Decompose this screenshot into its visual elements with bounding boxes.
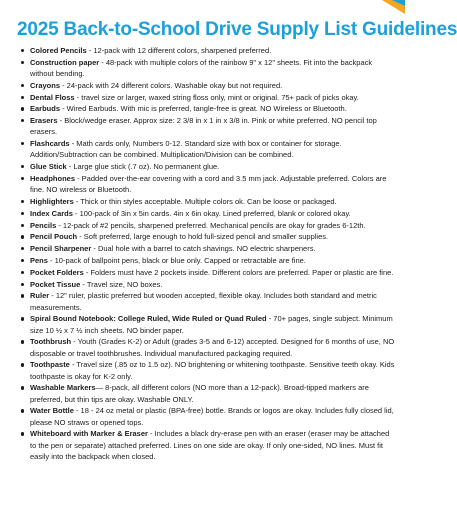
item-name: Earbuds (30, 104, 61, 114)
list-item (30, 196, 396, 207)
list-item (30, 103, 396, 114)
list-item (30, 279, 396, 290)
item-description: - 18 - 24 oz metal or plastic (BPA-free) bottle. Brands or logos are okay. Includes fully closed lid, please NO straws or opened tops. (30, 406, 394, 427)
list-item (30, 161, 396, 172)
item-name: Index Cards (30, 208, 73, 218)
list-item (30, 243, 396, 254)
bullet-icon (21, 259, 24, 262)
item-description: - Math cards only, Numbers 0-12. Standard size with box or container for storage. Addition/Subtraction can be combined. Multiplication/Division can be combined. (30, 139, 342, 160)
bullet-icon (21, 432, 24, 435)
item-name: Toothpaste (30, 360, 70, 370)
list-item (30, 290, 396, 312)
list-item (30, 138, 396, 160)
item-description: - Thick or thin styles acceptable. Multiple colors ok. Can be loose or packaged. (73, 196, 337, 206)
bullet-icon (21, 271, 24, 274)
item-name: Pens (30, 255, 48, 265)
item-description: - 48-pack with multiple colors of the rainbow 9" x 12" sheets. Fit into the backpack without bending. (30, 57, 373, 78)
list-item (30, 359, 396, 381)
bullet-icon (21, 235, 24, 238)
bullet-icon (21, 247, 24, 250)
bullet-icon (21, 283, 24, 286)
list-item (30, 405, 396, 427)
item-description: — 8-pack, all different colors (NO more than a 12-pack). Broad-tipped markers are preferred, but thin tips are okay. Washable ONLY. (30, 383, 369, 404)
list-item (30, 267, 396, 278)
item-description: - Block/wedge eraser. Approx size: 2 3/8 in x 1 in x 3/8 in. Pink or white preferred. NO pencil top erasers. (30, 116, 377, 137)
bullet-icon (21, 61, 24, 64)
bullet-icon (21, 49, 24, 52)
bullet-icon (21, 212, 24, 215)
item-name: Pocket Tissue (30, 279, 81, 289)
bullet-icon (21, 200, 24, 203)
list-item (30, 313, 396, 335)
list-item (30, 115, 396, 137)
item-name: Highlighters (30, 196, 74, 206)
item-name: Toothbrush (30, 337, 72, 347)
bullet-icon (21, 165, 24, 168)
item-description: - 70+ pages, single subject. Minimum size 10 ½ x 7 ½ inch sheets. NO binder paper. (30, 314, 393, 335)
item-name: Flashcards (30, 139, 70, 149)
list-item (30, 173, 396, 195)
item-name: Crayons (30, 80, 61, 90)
item-description: - Large glue stick (.7 oz). No permanent glue. (66, 162, 220, 172)
item-name: Spiral Bound Notebook: College Ruled, Wide Ruled or Quad Ruled (30, 314, 267, 324)
item-description: - 12-pack with 12 different colors, sharpened preferred. (86, 46, 272, 55)
list-item (30, 255, 396, 266)
item-name: Pencil Pouch (30, 232, 78, 242)
item-description: - Includes a black dry-erase pen with an eraser (eraser may be attached to the pen or separate) attached preferred. Lines on one side are okay. If only one-sided, NO lines. Must fit easily into the backpack when closed. (30, 429, 390, 461)
list-item (30, 231, 396, 242)
list-item (30, 336, 396, 358)
item-name: Water Bottle (30, 406, 74, 416)
bullet-icon (21, 142, 24, 145)
item-name: Whiteboard with Marker & Eraser (30, 429, 148, 439)
item-description: - Soft preferred, large enough to hold full-sized pencil and smaller supplies. (77, 232, 329, 242)
bullet-icon (21, 224, 24, 227)
item-description: - Wired Earbuds. With mic is preferred, tangle-free is great. NO Wireless or Bluetooth. (60, 104, 347, 114)
header-decoration (0, 0, 405, 20)
bullet-icon (21, 119, 24, 122)
list-item (30, 45, 396, 56)
bullet-icon (21, 294, 24, 297)
bullet-icon (21, 84, 24, 87)
item-description: - 24-pack with 24 different colors. Washable okay but not required. (60, 80, 283, 90)
item-description: - Travel size (.85 oz to 1.5 oz). NO brightening or whitening toothpaste. Sensitive teeth okay. Kids toothpaste is okay for K-2 only. (30, 360, 395, 381)
item-description: - 100-pack of 3in x 5in cards. 4in x 6in okay. Lined preferred, blank or colored okay. (72, 208, 351, 218)
item-description: - Padded over-the-ear covering with a cord and 3.5 mm jack. Adjustable preferred. Colors are fine. NO wireless or Bluetooth. (30, 173, 387, 195)
list-item (30, 220, 396, 231)
item-description: - 12" ruler, plastic preferred but wooden accepted, flexible okay. Includes both standard and metric measurements. (30, 291, 377, 312)
corner-accent-shape (392, 0, 405, 6)
item-name: Erasers (30, 116, 58, 126)
item-description: - 10-pack of ballpoint pens, black or blue only. Capped or retractable are fine. (47, 255, 306, 265)
bullet-icon (21, 317, 24, 320)
list-item (30, 382, 396, 404)
item-description: - Folders must have 2 pockets inside. Different colors are preferred. Paper or plastic are fine. (83, 267, 394, 277)
item-description: - Youth (Grades K-2) or Adult (grades 3-5 and 6-12) accepted. Designed for 6 months of use, NO disposable or travel toothbrushes. Individual manufactured packaging required. (30, 337, 395, 358)
bullet-icon (21, 340, 24, 343)
item-description: - 12-pack of #2 pencils, sharpened preferred. Mechanical pencils are okay for grades 6-12th. (56, 220, 366, 230)
item-name: Pencil Sharpener (30, 244, 92, 254)
item-name: Construction paper (30, 57, 100, 67)
bullet-icon (21, 363, 24, 366)
list-item (30, 208, 396, 219)
bullet-icon (21, 177, 24, 180)
bullet-icon (21, 107, 24, 110)
item-name: Glue Stick (30, 162, 67, 172)
item-name: Ruler (30, 291, 50, 301)
list-item (30, 57, 396, 79)
bullet-icon (21, 96, 24, 99)
bullet-icon (21, 386, 24, 389)
item-description: - travel size or larger, waxed string floss only, mint or original. 75+ pack of picks okay. (74, 92, 359, 102)
item-name: Dental Floss (30, 92, 75, 102)
list-item (30, 428, 396, 462)
item-name: Pencils (30, 220, 57, 230)
list-item (30, 92, 396, 103)
item-name: Washable Markers (30, 383, 96, 393)
item-name: Pocket Folders (30, 267, 84, 277)
bullet-icon (21, 409, 24, 412)
supply-list (30, 45, 396, 463)
item-name: Colored Pencils (30, 46, 87, 55)
list-item (30, 80, 396, 91)
page-title: 2025 Back-to-School Drive Supply List Guidelines (17, 19, 457, 40)
corner-accent-shape (382, 0, 405, 14)
item-description: - Travel size, NO boxes. (80, 279, 163, 289)
item-name: Headphones (30, 173, 76, 183)
item-description: - Dual hole with a barrel to catch shavings. NO electric sharpeners. (91, 244, 316, 254)
